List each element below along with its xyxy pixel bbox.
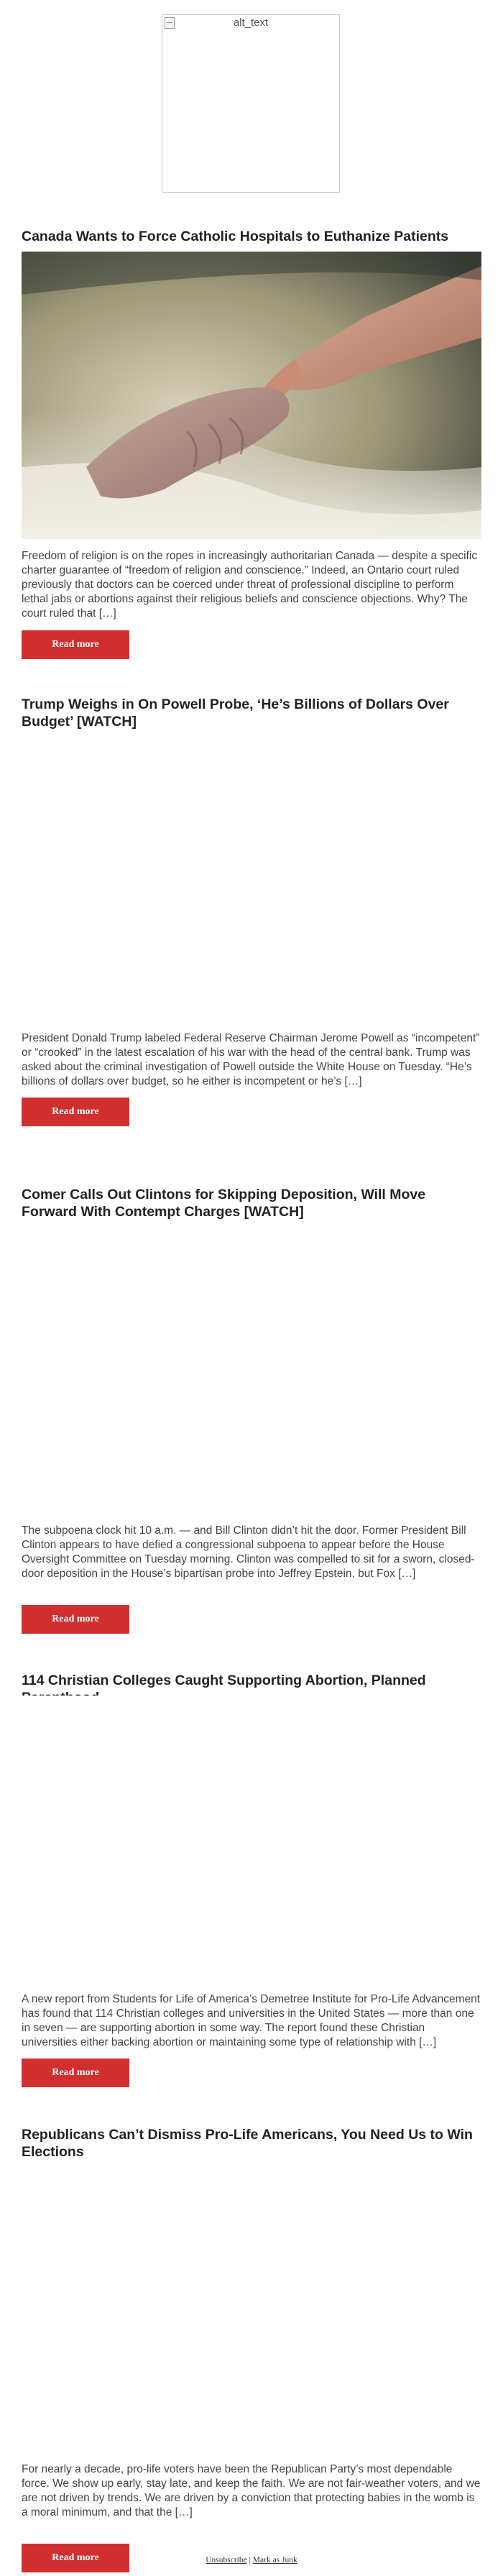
- article-excerpt: A new report from Students for Life of America’s Demetree Institute for Pro-Life Advancement has found that 114 Christian colleges and universities in the United States — more than one in seven — are supporting abortion in some way. The report found these Christian universities either backing abortion or maintaining some type of relationship with […]: [22, 1993, 481, 2048]
- read-more-button[interactable]: Read more: [22, 2058, 129, 2087]
- article-image-placeholder[interactable]: [22, 2166, 481, 2454]
- read-more-button[interactable]: Read more: [22, 2544, 129, 2572]
- article-image-placeholder[interactable]: [22, 1226, 481, 1514]
- read-more-button[interactable]: Read more: [22, 1098, 129, 1126]
- mark-as-junk-link[interactable]: Mark as Junk: [252, 2556, 297, 2564]
- footer: [0, 2556, 503, 2564]
- article-title[interactable]: 114 Christian Colleges Caught Supporting Abortion, Planned: [22, 1673, 426, 1688]
- article-card: [22, 228, 481, 650]
- article-title[interactable]: Canada Wants to Force Catholic Hospitals to Euthanize Patients: [22, 229, 449, 244]
- article-card: [22, 1672, 481, 2078]
- read-more-button[interactable]: Read more: [22, 1605, 129, 1634]
- article-excerpt: The subpoena clock hit 10 a.m. — and Bill Clinton didn’t hit the door. Former President Bill Clinton appears to have defied a congressional subpoena to appear before the House Oversight Committee on Tuesday morning. Clinton was compelled to sit for a sworn, closed-door deposition in the House’s bipartisan probe into Jeffrey Epstein, but Fox […]: [22, 1524, 475, 1580]
- article-excerpt: President Donald Trump labeled Federal Reserve Chairman Jerome Powell as “incompetent” or “crooked” in the latest escalation of his war with the head of the central bank. Trump was asked about the criminal investigation of Powell outside the White House on Tuesday. “He’s billions of dollars over budget, so he either is incompetent or he’s […]: [22, 1032, 480, 1087]
- logo-alt-text: alt_text: [233, 17, 269, 29]
- article-image-holding-hands[interactable]: [22, 252, 481, 539]
- article-title[interactable]: Comer Calls Out Clintons for Skipping Deposition, Will Move Forward With Contempt Charges [WATCH]: [22, 1187, 426, 1220]
- read-more-button[interactable]: Read more: [22, 630, 129, 659]
- article-title[interactable]: Republicans Can’t Dismiss Pro-Life Americans, You Need Us to Win Elections: [22, 2127, 473, 2160]
- article-title[interactable]: Trump Weighs in On Powell Probe, ‘He’s Billions of Dollars Over Budget’ [WATCH]: [22, 696, 449, 730]
- article-excerpt: For nearly a decade, pro-life voters have been the Republican Party’s most dependable force. We show up early, stay late, and keep the faith. We are not fair-weather voters, and we are not driven by trends. We are driven by a conviction that protecting babies in the womb is a moral minimum, and that the […]: [22, 2463, 481, 2518]
- holding-hands-photo: [22, 252, 481, 539]
- article-card: [22, 696, 481, 1117]
- header-logo-image: [162, 14, 340, 193]
- article-card: [22, 1186, 481, 1624]
- article-image-placeholder[interactable]: [22, 736, 481, 1024]
- article-image-placeholder[interactable]: [22, 1696, 481, 1983]
- unsubscribe-link[interactable]: Unsubscribe: [206, 2556, 247, 2564]
- footer-separator: |: [249, 2556, 251, 2564]
- article-excerpt: Freedom of religion is on the ropes in increasingly authoritarian Canada — despite a specific charter guarantee of “freedom of religion and conscience.” Indeed, an Ontario court ruled previously that doctors can be coerced under threat of professional discipline to perform lethal jabs or abortions against their religious beliefs and conscience objections. Why? The court ruled that […]: [22, 550, 478, 620]
